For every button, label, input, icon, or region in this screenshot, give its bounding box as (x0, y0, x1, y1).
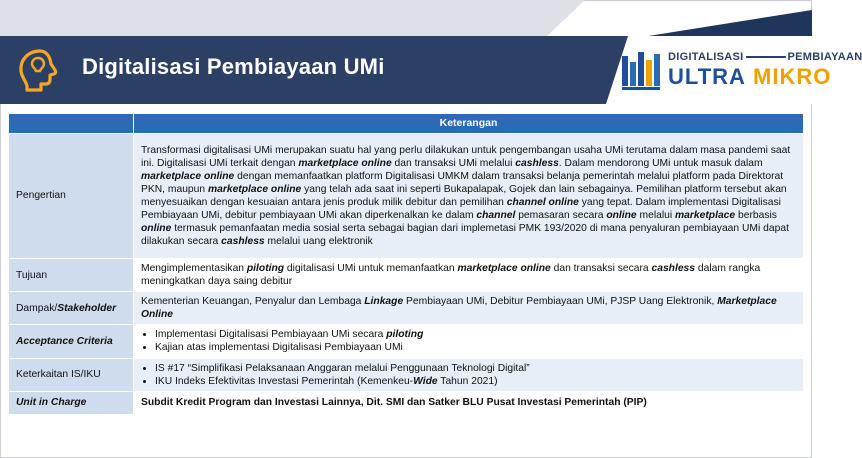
table-header-keterangan: Keterangan (134, 114, 804, 134)
row-value: Subdit Kredit Program dan Investasi Lainnya, Dit. SMI dan Satker BLU Pusat Investasi Pemerintah (PIP) (134, 391, 804, 414)
brand-line1 (668, 51, 862, 63)
row-label: Unit in Charge (9, 391, 134, 414)
brand-line2 (668, 64, 831, 90)
row-value: Transformasi digitalisasi UMi merupakan suatu hal yang perlu dilakukan untuk pengembangan usaha UMi terutama dalam masa pandemi saat ini. Digitalisasi UMi terkait dengan marketplace online dan transaksi UMi melalui cashless. Dalam mendorong UMi untuk masuk dalam marketplace online dengan memanfaatkan platform Digitalisasi UMKM dalam transaksi belanja pemerintah melalui platform pada Direktorat PKN, maupun marketplace online yang telah ada saat ini seperti Bukapalapak, Gojek dan lain sebagainya. Pemilihan platform tersebut akan menyesuaikan dengan kesuaian antara jenis produk milik debitur dan pemilihan channel online yang tepat. Dalam implementasi Digitalisasi Pembiayaan UMi, debitur pembiayaan UMi akan diperkenalkan ke dalam channel pemasaran secara online melalui marketplace berbasis online termasuk pemanfaatan media sosial serta sebagai bagian dari implemetasi PMK 193/2020 di mana penyaluran pembiayaan UMi dapat dilakukan secara cashless melalui uang elektronik (134, 134, 804, 259)
row-value (134, 358, 804, 391)
list-item: • IKU Indeks Efektivitas Investasi Pemerintah (Kemenkeu-Wide Tahun 2021) (155, 375, 796, 388)
table-header-row (9, 114, 804, 134)
brand-separator (746, 56, 786, 58)
brand-word-pembiayaan: PEMBIAYAAN (787, 51, 862, 63)
row-label: Dampak/Stakeholder (9, 292, 134, 325)
row-label: Pengertian (9, 134, 134, 259)
list-item: • Implementasi Digitalisasi Pembiayaan UMi secara piloting (155, 328, 796, 341)
row-label: Keterkaitan IS/IKU (9, 358, 134, 391)
info-table (8, 113, 804, 415)
lightbulb-head-icon (14, 46, 62, 94)
row-value: Kementerian Keuangan, Penyalur dan Lembaga Linkage Pembiayaan UMi, Debitur Pembiayaan UMi, PJSP Uang Elektronik, Marketplace Online (134, 292, 804, 325)
brand-logo (616, 48, 862, 94)
acceptance-list (141, 328, 796, 354)
row-value: Mengimplementasikan piloting digitalisasi UMi untuk memanfaatkan marketplace online dan transaksi secara cashless dalam rangka meningkatkan daya saing debitur (134, 259, 804, 292)
row-dampak (9, 292, 804, 325)
row-acceptance (9, 325, 804, 358)
table-header-empty (9, 114, 134, 134)
list-item: • IS #17 “Simplifikasi Pelaksanaan Anggaran melalui Penggunaan Teknologi Digital” (155, 362, 796, 375)
page-title: Digitalisasi Pembiayaan UMi (82, 54, 385, 79)
row-tujuan (9, 259, 804, 292)
brand-word-digitalisasi: DIGITALISASI (668, 51, 744, 63)
row-keterkaitan (9, 358, 804, 391)
umi-logo-mark (620, 50, 664, 92)
list-item: • Kajian atas implementasi Digitalisasi Pembiayaan UMi (155, 341, 796, 354)
keterkaitan-list (141, 362, 796, 388)
row-value (134, 325, 804, 358)
brand-word-ultra: ULTRA (668, 64, 746, 89)
row-label: Tujuan (9, 259, 134, 292)
brand-word-mikro: MIKRO (753, 64, 832, 89)
slide-header (0, 36, 862, 104)
row-pengertian (9, 134, 804, 259)
row-unit (9, 391, 804, 414)
row-label: Acceptance Criteria (9, 325, 134, 358)
